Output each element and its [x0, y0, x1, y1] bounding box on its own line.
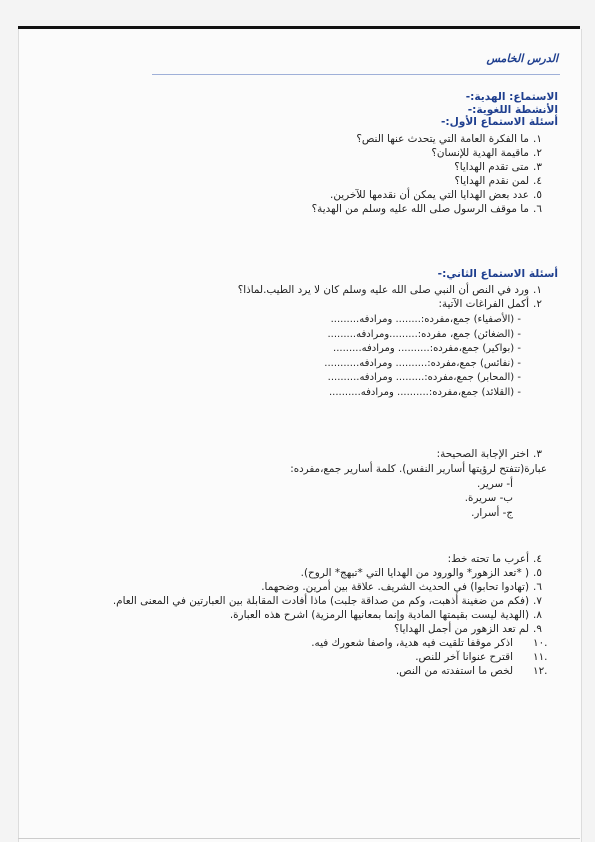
question-3-sentence: عبارة(تتفتح لرؤيتها أسارير النفس). كلمة أسارير جمع،مفرده: — [290, 463, 547, 475]
listening-heading: الاستماع: الهدية:- — [465, 91, 558, 103]
choice-b: ب- سريرة. — [464, 492, 513, 504]
header-block — [40, 91, 558, 129]
question-3-body — [40, 462, 547, 520]
list-item: ١. ورد في النص أن النبي صلى الله عليه وسلم كان لا يرد الطيب.لماذا؟ — [237, 284, 542, 296]
list-item: .١٠ اذكر موقفا تلقيت فيه هدية، واصفا شعورك فيه. — [311, 637, 548, 649]
first-questions-list — [40, 132, 549, 216]
blank-item: - (الأصفياء) جمع،مفرده:........ ومرادفه......... — [330, 314, 521, 325]
choice-a: أ- سرير. — [477, 477, 513, 490]
list-item: ١. ما الفكرة العامة التي يتحدث عنها النص؟ — [356, 133, 542, 145]
list-item: ٤. أعرب ما تحته خط: — [447, 553, 542, 565]
list-item: ٣. اختر الإجابة الصحيحة: — [436, 448, 542, 460]
list-item: .١٢ لخص ما استفدته من النص. — [395, 665, 548, 677]
list-item: ٢. ماقيمة الهدية للإنسان؟ — [431, 147, 542, 159]
blank-item: - (نفائس) جمع،مفرده:.......... ومرادفه........... — [324, 357, 521, 369]
list-item: ٥. ( *تعد الزهور* والورود من الهدايا التي *تبهج* الروح). — [300, 567, 542, 579]
second-listening-heading: أسئلة الاستماع الثاني:- — [437, 268, 558, 280]
rest-questions-list — [42, 552, 549, 678]
list-item: ٤. لمن نقدم الهدايا؟ — [454, 175, 542, 187]
first-listening-heading: أسئلة الاستماع الأول:- — [440, 116, 558, 128]
title-underline — [152, 74, 560, 75]
list-item: ٥. عدد بعض الهدايا التي يمكن أن نقدمها للآخرين. — [330, 189, 542, 201]
question-3 — [40, 447, 549, 461]
list-item: ٩. لم تعد الزهور من أجمل الهدايا؟ — [393, 623, 542, 635]
list-item: ٦. ما موقف الرسول صلى الله عليه وسلم من الهدية؟ — [311, 203, 542, 215]
fill-blanks-list — [40, 313, 543, 400]
second-questions-list — [40, 283, 549, 311]
blank-item: - (الضغائن) جمع، مفرده:.........ومرادفه......... — [327, 328, 521, 340]
list-item: .١١ اقترح عنوانا آخر للنص. — [415, 651, 548, 663]
blank-item: - (بواكير) جمع،مفرده:.......... ومرادفه......... — [333, 343, 521, 354]
blank-item: - (القلائد) جمع،مفرده:.......... ومرادفه.......... — [329, 386, 521, 398]
list-item: ٨. (الهدية ليست بقيمتها المادية وإنما بمعانيها الرمزية) اشرح هذه العبارة. — [229, 609, 542, 621]
list-item: ٧. (فكم من ضغينة أذهبت، وكم من صداقة جلبت) ماذا أفادت المقابلة بين العبارتين في المعنى العام. — [112, 595, 542, 607]
lesson-title: الدرس الخامس — [486, 52, 558, 65]
choice-c: ج- أسرار. — [471, 506, 513, 519]
blank-item: - (المحابر) جمع،مفرده:......... ومرادفه.......... — [327, 372, 521, 383]
list-item: ٢. أكمل الفراغات الآتية: — [438, 298, 542, 310]
list-item: ٦. (تهادوا تحابوا) في الحديث الشريف. علاقة بين أمرين. وضحهما. — [261, 581, 542, 593]
list-item: ٣. متى تقدم الهدايا؟ — [454, 161, 542, 173]
language-activities-heading: الأنشطة اللغوية:- — [467, 103, 558, 116]
